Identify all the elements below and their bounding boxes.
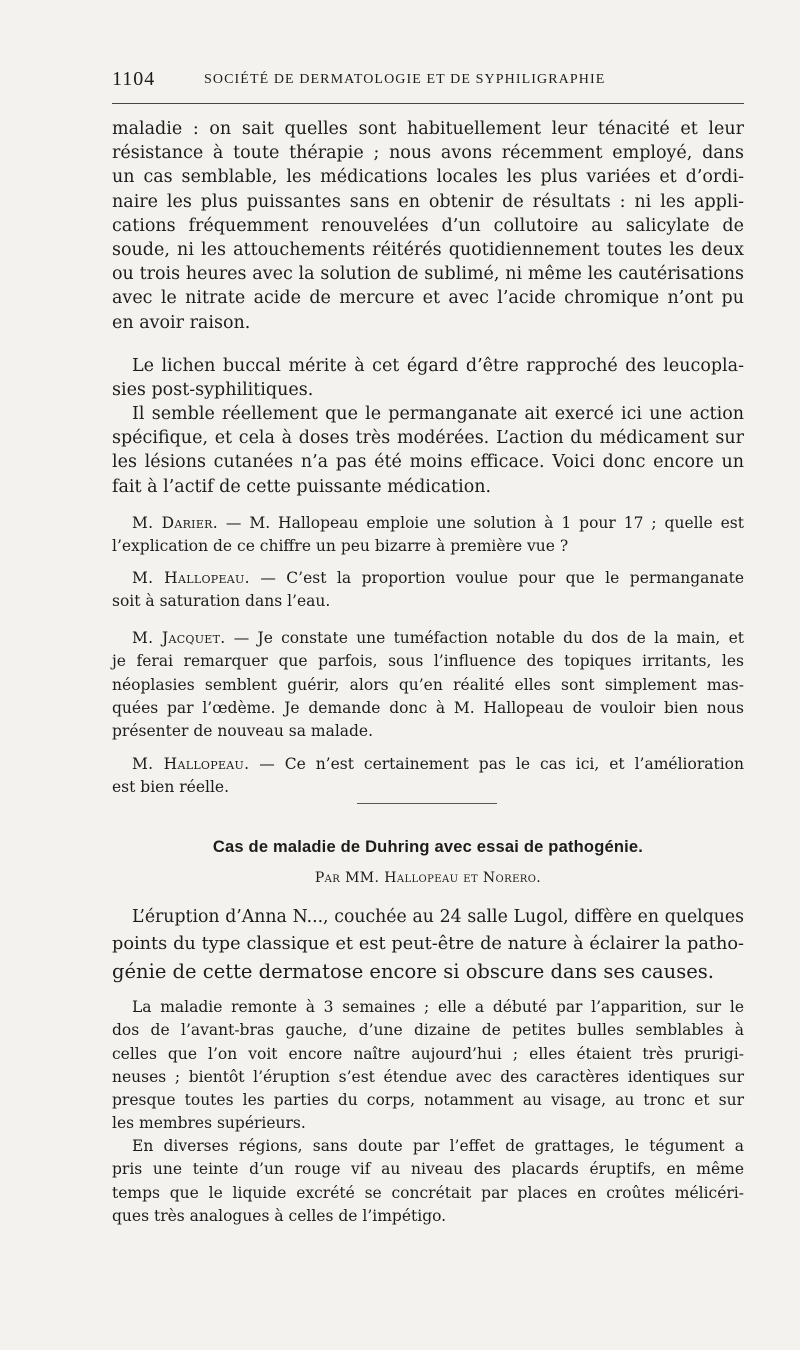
speaker-name: M. Hallopeau. xyxy=(132,569,250,587)
text-line: points du type classique et est peut-être de nature à éclairer la patho- xyxy=(112,934,744,954)
text-line: sies post-syphilitiques. xyxy=(112,380,314,401)
discussion-hallopeau-1 xyxy=(112,567,744,614)
text-line: ques très analogues à celles de l’impétigo. xyxy=(112,1206,447,1225)
text-line: neuses ; bientôt l’éruption s’est étendue avec des caractères identiques sur xyxy=(112,1067,744,1086)
section-title: Cas de maladie de Duhring avec essai de pathogénie. xyxy=(212,838,644,856)
discussion-hallopeau-2 xyxy=(112,753,744,800)
text-line: un cas semblable, les médications locales les plus variées et d’ordi- xyxy=(112,167,744,188)
text-line: soit à saturation dans l’eau. xyxy=(112,592,331,611)
text-line xyxy=(112,567,744,590)
speech-text: — Ce n’est certainement pas le cas ici, et l’amélioration xyxy=(249,755,744,773)
paragraph-3 xyxy=(112,402,744,499)
text-line: presque toutes les parties du corps, notamment au visage, au tronc et sur xyxy=(112,1091,744,1110)
text-line: ou trois heures avec la solution de sublimé, ni même les cautérisations xyxy=(112,264,744,285)
text-line: je ferai remarquer que parfois, sous l’influence des topiques irritants, les xyxy=(112,652,744,671)
paragraph-2 xyxy=(112,354,744,402)
text-line: dos de l’avant-bras gauche, d’une dizaine de petites bulles semblables à xyxy=(112,1021,744,1040)
text-line: néoplasies semblent guérir, alors qu’en réalité elles sont simplement mas- xyxy=(112,675,744,694)
text-line: naire les plus puissantes sans en obtenir de résultats : ni les appli- xyxy=(112,191,744,212)
text-line: maladie : on sait quelles sont habituellement leur ténacité et leur xyxy=(112,119,744,139)
text-line: les lésions cutanées n’a pas été moins efficace. Voici donc encore un xyxy=(112,452,744,473)
page-header xyxy=(112,64,742,94)
text-line: est bien réelle. xyxy=(112,778,230,797)
paragraph-1 xyxy=(112,117,744,335)
text-line: en avoir raison. xyxy=(112,312,251,333)
speaker-name: M. Hallopeau. xyxy=(132,755,250,773)
speech-text: — C’est la proportion voulue pour que le permanganate xyxy=(249,569,745,587)
text-line: En diverses régions, sans doute par l’effet de grattages, le tégument a xyxy=(132,1137,744,1155)
text-line: avec le nitrate acide de mercure et avec l’acide chromique n’ont pu xyxy=(112,288,744,309)
text-line: soude, ni les attouchements réitérés quotidiennement toutes les deux xyxy=(112,240,744,261)
text-line: résistance à toute thérapie ; nous avons récemment employé, dans xyxy=(112,143,744,164)
text-line: temps que le liquide excrété se concrétait par places en croûtes mélicéri- xyxy=(112,1183,744,1202)
text-line: La maladie remonte à 3 semaines ; elle a débuté par l’apparition, sur le xyxy=(132,998,744,1016)
paragraph-5 xyxy=(112,1135,744,1228)
text-line: spécifique, et cela à doses très modérées. L’action du médicament sur xyxy=(112,428,744,449)
header-rule xyxy=(112,103,744,104)
text-line: pris une teinte d’un rouge vif au niveau des placards éruptifs, en même xyxy=(112,1160,744,1179)
speech-text: — Je constate une tuméfaction notable du dos de la main, et xyxy=(225,629,744,647)
text-line: génie de cette dermatose encore si obscure dans ses causes. xyxy=(112,960,714,983)
text-line: L’éruption d’Anna N..., couchée au 24 salle Lugol, diffère en quelques xyxy=(132,907,744,927)
text-line: celles que l’on voit encore naître aujourd’hui ; elles étaient très prurigi- xyxy=(112,1044,744,1063)
page-number: 1104 xyxy=(112,68,156,90)
text-line: quées par l’œdème. Je demande donc à M. Hallopeau de vouloir bien nous xyxy=(112,698,744,717)
speaker-name: M. Jacquet. xyxy=(132,629,226,647)
section-authors: Par MM. Hallopeau et Norero. xyxy=(314,870,542,886)
speech-text: — M. Hallopeau emploie une solution à 1 pour 17 ; quelle est xyxy=(217,514,744,532)
text-line: l’explication de ce chiffre un peu bizarre à première vue ? xyxy=(112,537,569,556)
text-line: fait à l’actif de cette puissante médication. xyxy=(112,476,492,497)
text-line: les membres supérieurs. xyxy=(112,1114,306,1133)
text-line: Il semble réellement que le permanganate ait exercé ici une action xyxy=(132,404,744,424)
paragraph-4 xyxy=(112,996,744,1136)
intro-paragraph xyxy=(112,904,744,985)
discussion-jacquet xyxy=(112,627,744,743)
section-separator-rule xyxy=(357,803,497,804)
discussion-darier xyxy=(112,512,744,559)
text-line xyxy=(112,627,744,650)
text-line xyxy=(112,753,744,776)
text-line: présenter de nouveau sa malade. xyxy=(112,722,374,741)
text-line xyxy=(112,512,744,535)
running-title: SOCIÉTÉ DE DERMATOLOGIE ET DE SYPHILIGRAPHIE xyxy=(204,72,606,87)
text-line: Le lichen buccal mérite à cet égard d’être rapproché des leucopla- xyxy=(132,356,744,376)
text-line: cations fréquemment renouvelées d’un collutoire au salicylate de xyxy=(112,215,744,236)
speaker-name: M. Darier. xyxy=(132,514,218,532)
